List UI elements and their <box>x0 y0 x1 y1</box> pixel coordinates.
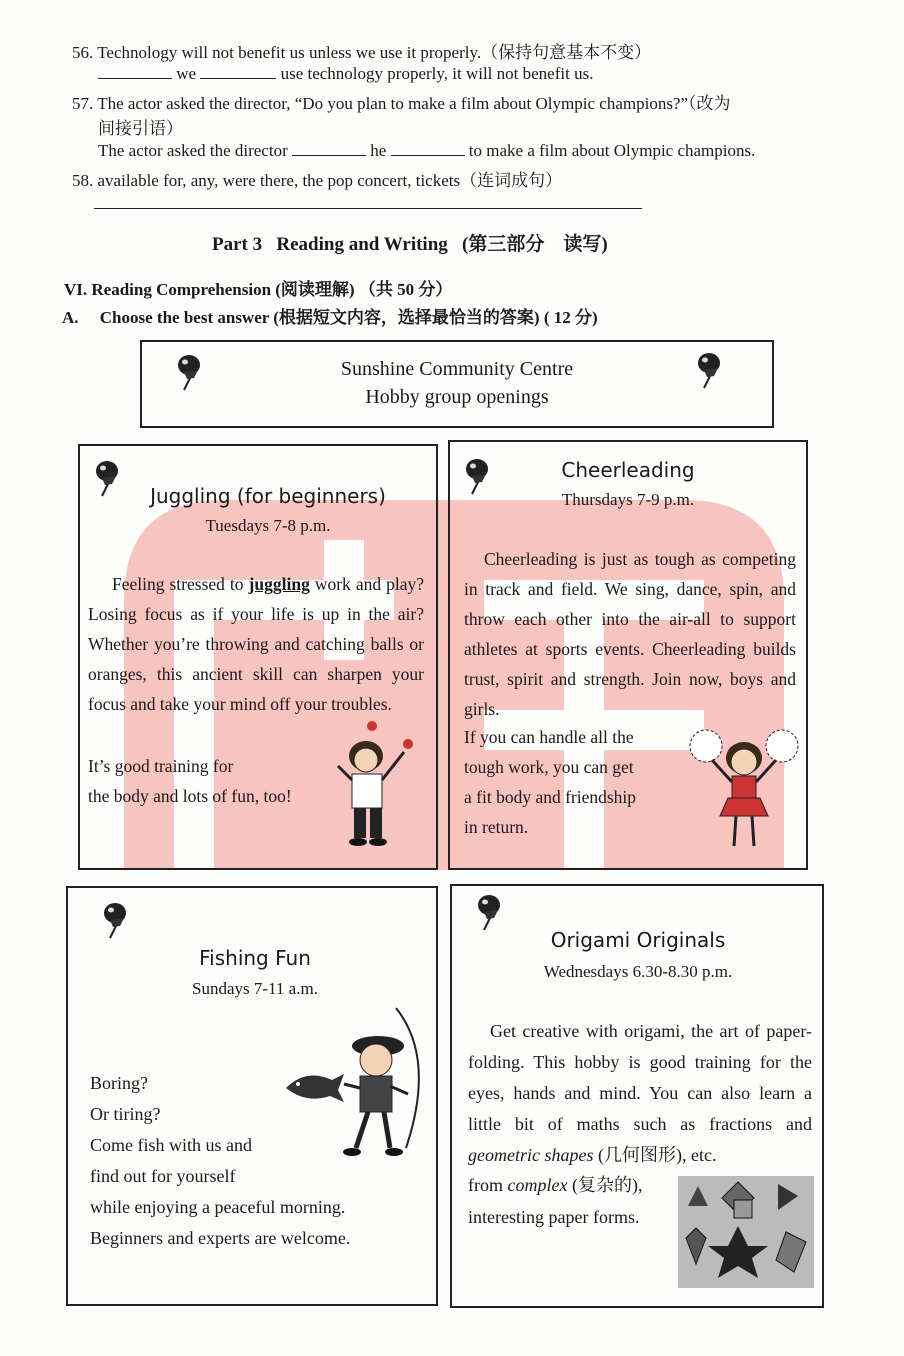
card-line: Beginners and experts are welcome. <box>90 1228 351 1248</box>
text: Feeling stressed to <box>112 574 249 594</box>
text: from <box>468 1175 508 1195</box>
answer-blank[interactable] <box>391 140 465 156</box>
centre-name: Sunshine Community Centre <box>340 358 574 380</box>
answer-text: use technology properly, it will not benefit us. <box>280 64 594 83</box>
card-time: Wednesdays 6.30-8.30 p.m. <box>543 962 733 981</box>
keyword: juggling <box>248 574 310 594</box>
origami-shapes-illustration <box>678 1176 814 1288</box>
card-title: Cheerleading <box>561 458 695 482</box>
pushpin-icon <box>474 892 508 932</box>
card-line: find out for yourself <box>90 1166 236 1186</box>
card-title: Juggling (for beginners) <box>150 484 386 508</box>
answer-text: we <box>176 64 197 83</box>
question-number: 57. <box>72 94 94 113</box>
question-note-cont: 间接引语） <box>98 119 183 138</box>
card-line: in return. <box>464 817 529 837</box>
centre-header-box <box>140 340 774 428</box>
card-line: the body and lots of fun, too! <box>88 786 292 806</box>
part-title-cn: (第三部分 读写) <box>462 234 608 255</box>
section-label: VI. Reading Comprehension (阅读理解) <box>64 280 355 299</box>
card-juggling <box>78 444 438 870</box>
question-number: 56. <box>72 43 94 62</box>
question-note: （改为 <box>688 94 731 113</box>
cheerleader-illustration <box>688 724 800 854</box>
italic-term: complex <box>507 1175 568 1195</box>
card-title: Origami Originals <box>550 928 726 952</box>
section-score: （共 50 分） <box>358 280 453 299</box>
answer-blank[interactable] <box>292 140 366 156</box>
question-text: The actor asked the director, “Do you plan to make a film about Olympic champions?” <box>97 94 689 113</box>
card-line: Come fish with us and <box>90 1135 252 1155</box>
italic-term: geometric shapes <box>468 1145 594 1165</box>
question-text: available for, any, were there, the pop concert, tickets <box>97 171 461 190</box>
card-line <box>468 1170 642 1201</box>
question-57-answer-line <box>98 140 755 161</box>
text: (复杂的), <box>567 1175 643 1195</box>
answer-text: The actor asked the director <box>98 141 288 160</box>
card-origami <box>450 884 824 1308</box>
answer-line-58[interactable] <box>94 208 642 209</box>
card-line: interesting paper forms. <box>468 1207 640 1227</box>
text: (几何图形), etc. <box>597 1145 717 1165</box>
question-56-answer-line <box>98 63 593 84</box>
card-line: Or tiring? <box>90 1104 161 1124</box>
question-note: （连词成句） <box>460 171 563 190</box>
question-note: （保持句意基本不变） <box>481 43 652 62</box>
text: Get creative with origami, the art of paper-folding. This hobby is good training for the eyes, hands and mind. You can also learn a little bit of maths such as fractions and <box>468 1021 812 1134</box>
card-line: Boring? <box>90 1073 148 1093</box>
text: work and play? Losing focus as if your life is up in the air? Whether you’re throwing and catching balls or oranges, this ancient skill can sharpen your focus and take your mind off your troubles. <box>88 574 424 714</box>
answer-blank[interactable] <box>200 63 276 79</box>
card-paragraph <box>88 569 424 719</box>
card-paragraph: Cheerleading is just as tough as competing in track and field. We sing, dance, spin, and throw each other into the air-all to support athletes at sports events. Cheerleading builds trust, spirit and strength. Join now, boys and girls. <box>464 549 796 719</box>
card-line: while enjoying a peaceful morning. <box>90 1197 346 1217</box>
subsection-heading <box>62 303 598 328</box>
card-fishing <box>66 886 438 1306</box>
part-title: Reading and Writing <box>276 234 448 255</box>
card-time: Thursdays 7-9 p.m. <box>561 490 695 509</box>
answer-text: to make a film about Olympic champions. <box>468 141 756 160</box>
card-line: a fit body and friendship <box>464 787 637 807</box>
card-cheerleading <box>448 440 808 870</box>
card-title: Fishing Fun <box>199 946 311 970</box>
part-label: Part 3 <box>212 234 263 255</box>
card-time: Tuesdays 7-8 p.m. <box>205 516 331 535</box>
section-heading <box>64 275 452 300</box>
card-lines <box>464 722 636 842</box>
question-number: 58. <box>72 171 94 190</box>
juggler-illustration <box>332 714 422 862</box>
question-text: Technology will not benefit us unless we use it properly. <box>97 43 482 62</box>
card-time: Sundays 7-11 a.m. <box>192 979 318 998</box>
subsection-text: Choose the best answer (根据短文内容，选择最恰当的答案) ( 12 分) <box>99 308 598 327</box>
card-line: If you can handle all the <box>464 727 634 747</box>
card-line: tough work, you can get <box>464 757 634 777</box>
card-line: It’s good training for <box>88 756 234 776</box>
question-56 <box>72 38 651 63</box>
subsection-label: A. <box>62 308 79 327</box>
fisher-boy-illustration <box>286 998 436 1178</box>
part-heading <box>212 229 608 256</box>
pushpin-icon <box>100 900 134 940</box>
card-paragraph <box>468 1016 812 1171</box>
answer-blank[interactable] <box>98 63 172 79</box>
centre-subtitle: Hobby group openings <box>365 386 549 408</box>
question-57 <box>72 89 731 114</box>
answer-text: he <box>370 141 387 160</box>
question-58 <box>72 166 562 191</box>
